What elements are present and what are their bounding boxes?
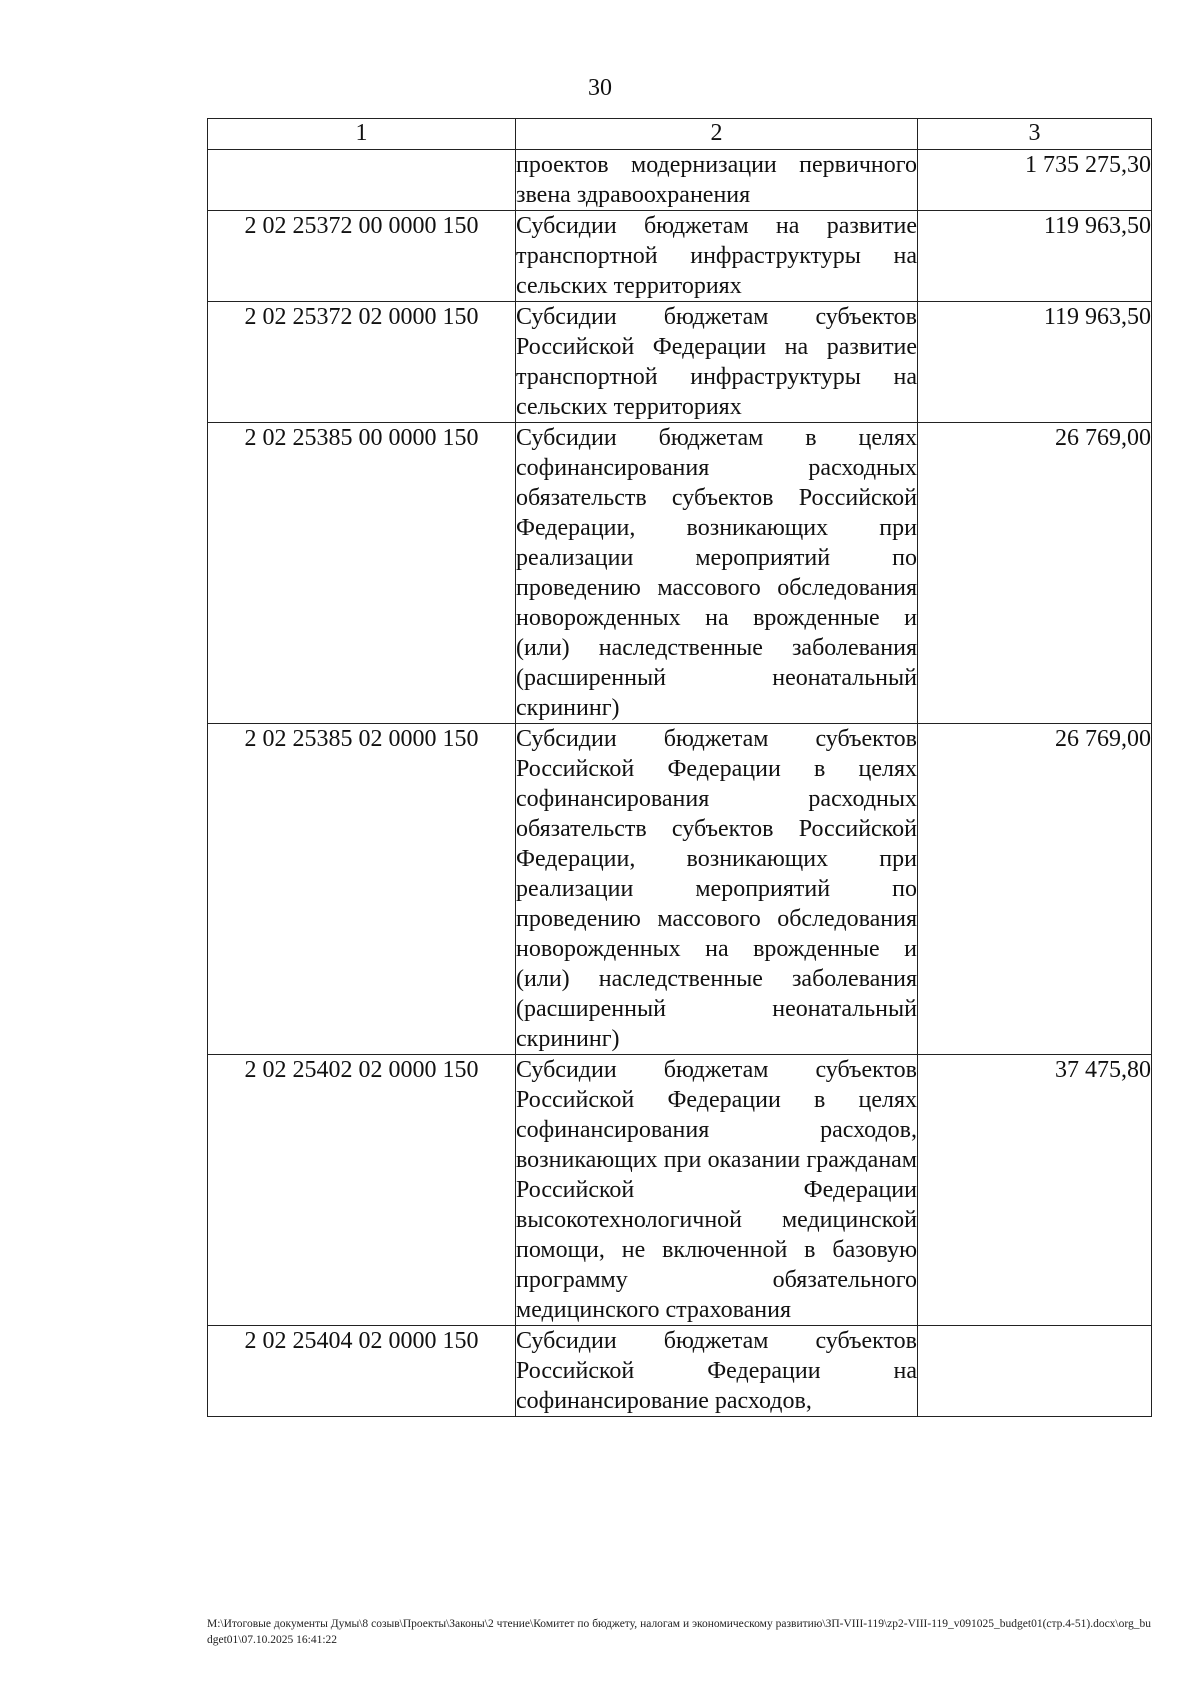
row-description-text: Субсидии бюджетам на развитие транспортной инфраструктуры на сельских территориях	[516, 213, 917, 299]
row-code: 2 02 25404 02 0000 150	[208, 1326, 516, 1417]
row-amount: 26 769,00	[918, 724, 1152, 1055]
row-amount: 1 735 275,30	[918, 150, 1152, 211]
table-row	[208, 423, 1152, 724]
row-description	[516, 302, 918, 423]
table-row	[208, 150, 1152, 211]
row-description-text: Субсидии бюджетам субъектов Российской Федерации в целях софинансирования расходных обязательств субъектов Российской Федерации, возникающих при реализации мероприятий по проведению массового обследования новорожденных на врожденные и (или) наследственные заболевания (расширенный неонатальный скрининг)	[516, 726, 917, 1052]
row-code: 2 02 25385 00 0000 150	[208, 423, 516, 724]
table-row	[208, 1055, 1152, 1326]
row-code: 2 02 25402 02 0000 150	[208, 1055, 516, 1326]
page-number: 30	[588, 75, 612, 101]
row-description	[516, 1055, 918, 1326]
row-description	[516, 150, 918, 211]
table-header-row	[208, 119, 1152, 150]
document-file-path: M:\Итоговые документы Думы\8 созыв\Проекты\Законы\2 чтение\Комитет по бюджету, налогам и экономическому развитию\ЗП-VIII-119\zp2-VIII-119_v091025_budget01(стр.4-51).docx\org_budget01\07.10.2025 16:41:22	[207, 1618, 1151, 1646]
row-amount: 119 963,50	[918, 302, 1152, 423]
row-description	[516, 1326, 918, 1417]
table-row	[208, 1326, 1152, 1417]
row-code: 2 02 25385 02 0000 150	[208, 724, 516, 1055]
table-row	[208, 211, 1152, 302]
table-row	[208, 724, 1152, 1055]
row-amount: 119 963,50	[918, 211, 1152, 302]
row-amount: 26 769,00	[918, 423, 1152, 724]
column-header-description: 2	[516, 119, 918, 150]
row-description-text: Субсидии бюджетам субъектов Российской Федерации на развитие транспортной инфраструктуры на сельских территориях	[516, 304, 917, 420]
row-description	[516, 211, 918, 302]
row-amount	[918, 1326, 1152, 1417]
row-code: 2 02 25372 02 0000 150	[208, 302, 516, 423]
row-description-text: Субсидии бюджетам в целях софинансирования расходных обязательств субъектов Российской Федерации, возникающих при реализации мероприятий по проведению массового обследования новорожденных на врожденные и (или) наследственные заболевания (расширенный неонатальный скрининг)	[516, 425, 917, 721]
table-row	[208, 302, 1152, 423]
row-code	[208, 150, 516, 211]
row-amount: 37 475,80	[918, 1055, 1152, 1326]
row-code: 2 02 25372 00 0000 150	[208, 211, 516, 302]
budget-table	[207, 118, 1152, 1417]
row-description-text: Субсидии бюджетам субъектов Российской Федерации в целях софинансирования расходов, возникающих при оказании гражданам Российской Федерации высокотехнологичной медицинской помощи, не включенной в базовую программу обязательного медицинского страхования	[516, 1057, 917, 1323]
column-header-code: 1	[208, 119, 516, 150]
column-header-amount: 3	[918, 119, 1152, 150]
row-description	[516, 423, 918, 724]
row-description-text: проектов модернизации первичного звена здравоохранения	[516, 152, 917, 208]
row-description-text: Субсидии бюджетам субъектов Российской Федерации на софинансирование расходов,	[516, 1328, 917, 1414]
row-description	[516, 724, 918, 1055]
